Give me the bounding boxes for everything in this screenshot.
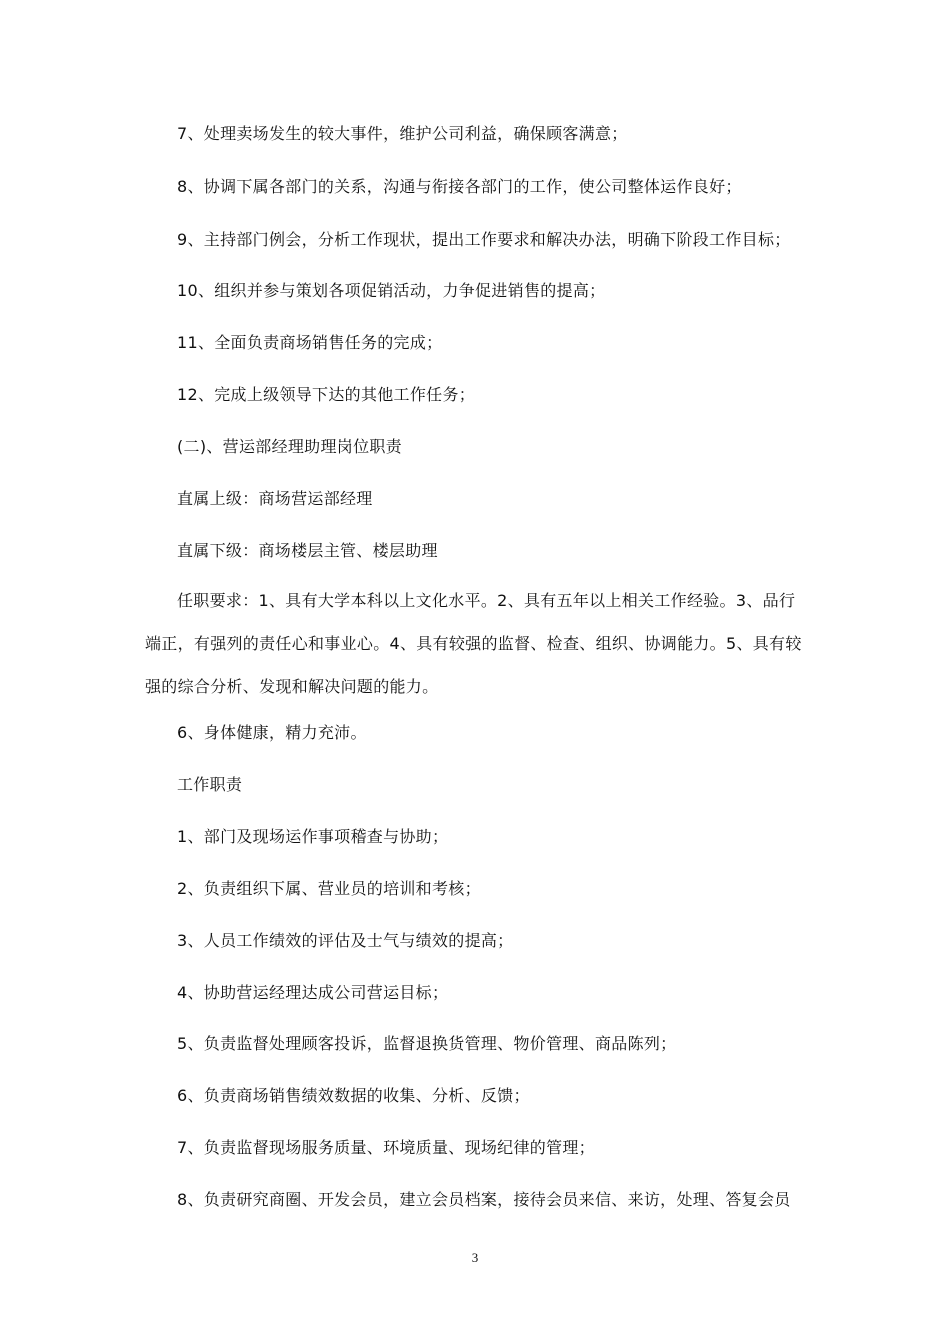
work-duty-8: 8、负责研究商圈、开发会员，建立会员档案，接待会员来信、来访，处理、答复会员 — [177, 1190, 791, 1209]
work-duty-4: 4、协助营运经理达成公司营运目标； — [177, 983, 449, 1002]
duty-item-9: 9、主持部门例会，分析工作现状，提出工作要求和解决办法，明确下阶段工作目标； — [177, 230, 791, 249]
duty-item-8: 8、协调下属各部门的关系，沟通与衔接各部门的工作，使公司整体运作良好； — [177, 177, 742, 196]
work-duty-6: 6、负责商场销售绩效数据的收集、分析、反馈； — [177, 1086, 530, 1105]
work-duties-heading: 工作职责 — [177, 775, 243, 794]
duty-item-7: 7、处理卖场发生的较大事件，维护公司利益，确保顾客满意； — [177, 124, 628, 143]
duty-item-12: 12、完成上级领导下达的其他工作任务； — [177, 385, 476, 404]
work-duty-3: 3、人员工作绩效的评估及士气与绩效的提高； — [177, 931, 514, 950]
page-number: 3 — [471, 1250, 479, 1265]
section-heading-assistant: (二)、营运部经理助理岗位职责 — [177, 437, 402, 456]
direct-superior: 直属上级：商场营运部经理 — [177, 489, 373, 508]
duty-item-10: 10、组织并参与策划各项促销活动，力争促进销售的提高； — [177, 281, 606, 300]
duty-item-11: 11、全面负责商场销售任务的完成； — [177, 333, 443, 352]
work-duty-2: 2、负责组织下属、营业员的培训和考核； — [177, 879, 481, 898]
work-duty-7: 7、负责监督现场服务质量、环境质量、现场纪律的管理； — [177, 1138, 595, 1157]
direct-subordinate: 直属下级：商场楼层主管、楼层助理 — [177, 541, 438, 560]
work-duty-1: 1、部门及现场运作事项稽查与协助； — [177, 827, 449, 846]
work-duty-5: 5、负责监督处理顾客投诉，监督退换货管理、物价管理、商品陈列； — [177, 1034, 677, 1053]
requirement-item-6: 6、身体健康，精力充沛。 — [177, 723, 367, 742]
job-requirements-paragraph: 任职要求：1、具有大学本科以上文化水平。2、具有五年以上相关工作经验。3、品行端正，有强列的责任心和事业心。4、具有较强的监督、检查、组织、协调能力。5、具有较强的综合分析、发现和解决问题的能力。 — [145, 591, 802, 696]
